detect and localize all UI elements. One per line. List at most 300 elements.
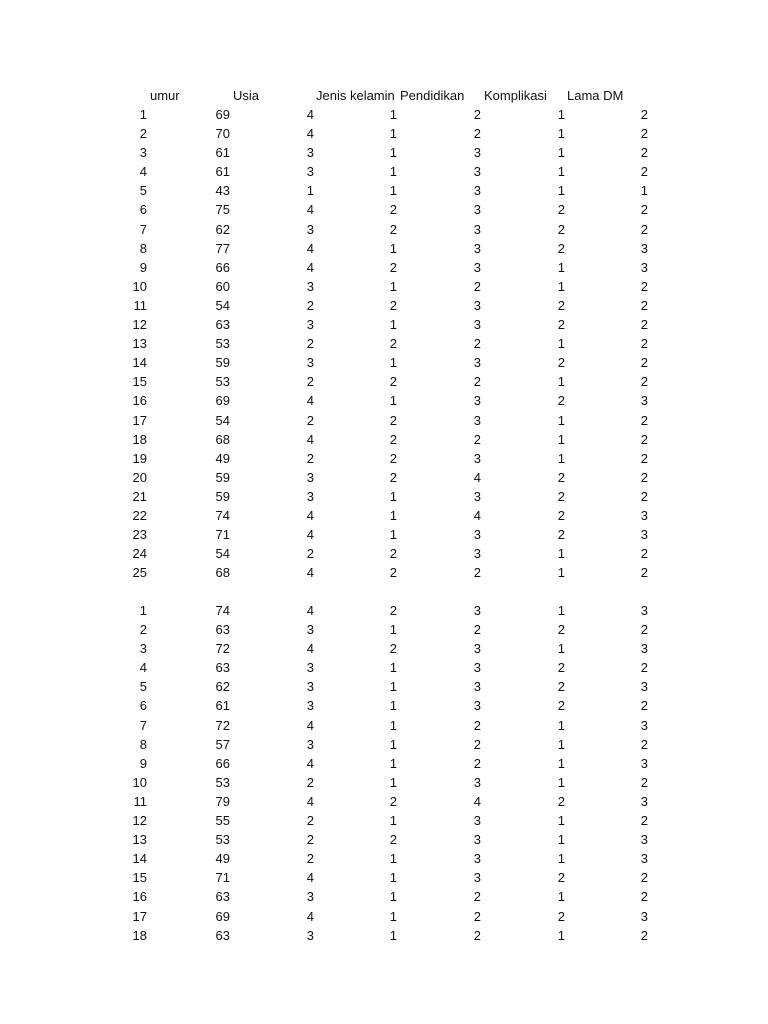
extra-value: 2 [640,412,648,428]
komplikasi-value: 2 [473,755,481,771]
jenis-kelamin-value: 4 [306,793,314,809]
usia-value: 66 [215,259,230,275]
lama-dm-value: 1 [557,450,565,466]
usia-value: 54 [215,297,230,313]
table-row [0,162,768,181]
table-row [0,220,768,239]
row-number: 23 [132,527,147,543]
lama-dm-value: 1 [557,107,565,122]
table-row [0,430,768,449]
lama-dm-value: 1 [557,374,565,390]
pendidikan-value: 1 [389,145,397,161]
table-row [0,563,768,582]
jenis-kelamin-value: 4 [306,870,314,886]
header-jenis-kelamin: Jenis kelamin [316,88,395,103]
row-number: 5 [139,183,147,199]
pendidikan-value: 1 [389,736,397,752]
lama-dm-value: 2 [557,355,565,371]
table-row [0,696,768,715]
table-row [0,735,768,754]
extra-value: 2 [640,488,648,504]
pendidikan-value: 1 [389,774,397,790]
extra-value: 2 [640,927,648,943]
komplikasi-value: 3 [473,679,481,695]
jenis-kelamin-value: 3 [306,221,314,237]
jenis-kelamin-value: 3 [306,660,314,676]
jenis-kelamin-value: 2 [306,374,314,390]
row-number: 17 [132,908,147,924]
table-row [0,639,768,658]
lama-dm-value: 1 [557,145,565,161]
komplikasi-value: 2 [473,336,481,352]
komplikasi-value: 4 [473,469,481,485]
pendidikan-value: 1 [389,755,397,771]
extra-value: 2 [640,546,648,562]
extra-value: 3 [640,851,648,867]
table-row [0,258,768,277]
jenis-kelamin-value: 3 [306,889,314,905]
usia-value: 71 [215,527,230,543]
row-number: 11 [133,793,147,809]
jenis-kelamin-value: 3 [306,927,314,943]
lama-dm-value: 2 [557,393,565,409]
pendidikan-value: 2 [389,221,397,237]
komplikasi-value: 4 [473,507,481,523]
jenis-kelamin-value: 2 [306,546,314,562]
extra-value: 2 [640,565,648,581]
usia-value: 63 [215,317,230,333]
lama-dm-value: 1 [557,336,565,352]
usia-value: 61 [215,698,230,714]
lama-dm-value: 1 [557,755,565,771]
pendidikan-value: 2 [389,603,397,618]
usia-value: 53 [215,774,230,790]
usia-value: 61 [215,145,230,161]
row-number: 21 [132,488,147,504]
table-row [0,620,768,639]
header-umur: umur [150,88,180,103]
pendidikan-value: 2 [389,793,397,809]
table-row [0,830,768,849]
komplikasi-value: 3 [473,393,481,409]
komplikasi-value: 3 [473,145,481,161]
jenis-kelamin-value: 4 [306,202,314,218]
row-number: 12 [132,317,147,333]
pendidikan-value: 2 [389,297,397,313]
pendidikan-value: 1 [389,317,397,333]
usia-value: 54 [215,546,230,562]
extra-value: 2 [640,355,648,371]
pendidikan-value: 1 [389,698,397,714]
usia-value: 75 [215,202,230,218]
lama-dm-value: 1 [557,164,565,180]
pendidikan-value: 1 [389,355,397,371]
table-row [0,468,768,487]
lama-dm-value: 1 [557,183,565,199]
usia-value: 59 [215,355,230,371]
komplikasi-value: 3 [473,202,481,218]
komplikasi-value: 3 [473,317,481,333]
jenis-kelamin-value: 4 [306,393,314,409]
jenis-kelamin-value: 3 [306,355,314,371]
jenis-kelamin-value: 4 [306,908,314,924]
pendidikan-value: 1 [389,164,397,180]
komplikasi-value: 3 [473,164,481,180]
table-row [0,296,768,315]
extra-value: 2 [640,889,648,905]
pendidikan-value: 2 [389,412,397,428]
row-number: 2 [139,622,147,638]
usia-value: 74 [215,507,230,523]
lama-dm-value: 1 [557,126,565,142]
jenis-kelamin-value: 2 [306,336,314,352]
lama-dm-value: 1 [557,412,565,428]
lama-dm-value: 1 [557,813,565,829]
extra-value: 2 [640,870,648,886]
pendidikan-value: 1 [389,183,397,199]
row-number: 11 [133,297,147,313]
lama-dm-value: 1 [557,717,565,733]
usia-value: 70 [215,126,230,142]
komplikasi-value: 3 [473,813,481,829]
row-number: 4 [139,660,147,676]
extra-value: 2 [640,164,648,180]
jenis-kelamin-value: 4 [306,565,314,581]
pendidikan-value: 2 [389,450,397,466]
pendidikan-value: 1 [389,870,397,886]
jenis-kelamin-value: 4 [306,507,314,523]
usia-value: 49 [215,450,230,466]
row-number: 24 [132,546,147,562]
usia-value: 69 [215,107,230,122]
usia-value: 62 [215,679,230,695]
komplikasi-value: 2 [473,565,481,581]
extra-value: 2 [640,317,648,333]
komplikasi-value: 3 [473,221,481,237]
pendidikan-value: 2 [389,431,397,447]
jenis-kelamin-value: 3 [306,736,314,752]
jenis-kelamin-value: 2 [306,851,314,867]
row-number: 25 [132,565,147,581]
lama-dm-value: 2 [557,870,565,886]
table-row [0,849,768,868]
pendidikan-value: 2 [389,641,397,657]
extra-value: 3 [640,641,648,657]
pendidikan-value: 1 [389,851,397,867]
jenis-kelamin-value: 4 [306,240,314,256]
komplikasi-value: 2 [473,374,481,390]
usia-value: 71 [215,870,230,886]
usia-value: 63 [215,660,230,676]
komplikasi-value: 2 [473,278,481,294]
extra-value: 2 [640,221,648,237]
usia-value: 63 [215,889,230,905]
usia-value: 55 [215,813,230,829]
row-number: 13 [132,336,147,352]
row-number: 2 [139,126,147,142]
table-row [0,353,768,372]
table-row [0,773,768,792]
table-row [0,449,768,468]
usia-value: 74 [215,603,230,618]
komplikasi-value: 3 [473,870,481,886]
row-number: 6 [139,698,147,714]
pendidikan-value: 1 [389,488,397,504]
pendidikan-value: 1 [389,889,397,905]
extra-value: 2 [640,336,648,352]
lama-dm-value: 2 [557,622,565,638]
extra-value: 3 [640,717,648,733]
usia-value: 53 [215,336,230,352]
extra-value: 2 [640,813,648,829]
komplikasi-value: 3 [473,527,481,543]
table-row [0,105,768,124]
jenis-kelamin-value: 2 [306,450,314,466]
jenis-kelamin-value: 2 [306,813,314,829]
extra-value: 1 [640,183,648,199]
extra-value: 3 [640,832,648,848]
table-row [0,887,768,906]
table-row [0,811,768,830]
pendidikan-value: 1 [389,813,397,829]
komplikasi-value: 3 [473,851,481,867]
pendidikan-value: 2 [389,336,397,352]
lama-dm-value: 2 [557,221,565,237]
jenis-kelamin-value: 3 [306,317,314,333]
lama-dm-value: 1 [557,774,565,790]
komplikasi-value: 2 [473,927,481,943]
extra-value: 2 [640,469,648,485]
usia-value: 54 [215,412,230,428]
komplikasi-value: 3 [473,660,481,676]
komplikasi-value: 3 [473,297,481,313]
lama-dm-value: 1 [557,889,565,905]
jenis-kelamin-value: 3 [306,469,314,485]
row-number: 16 [132,393,147,409]
komplikasi-value: 2 [473,736,481,752]
extra-value: 2 [640,107,648,122]
extra-value: 3 [640,908,648,924]
extra-value: 3 [640,259,648,275]
pendidikan-value: 2 [389,546,397,562]
komplikasi-value: 3 [473,641,481,657]
jenis-kelamin-value: 4 [306,717,314,733]
pendidikan-value: 1 [389,278,397,294]
row-number: 10 [132,774,147,790]
extra-value: 2 [640,145,648,161]
komplikasi-value: 3 [473,450,481,466]
jenis-kelamin-value: 4 [306,603,314,618]
extra-value: 2 [640,698,648,714]
usia-value: 69 [215,393,230,409]
jenis-kelamin-value: 3 [306,622,314,638]
usia-value: 77 [215,240,230,256]
usia-value: 53 [215,374,230,390]
row-number: 14 [132,851,147,867]
jenis-kelamin-value: 3 [306,164,314,180]
row-number: 7 [139,717,147,733]
jenis-kelamin-value: 2 [306,297,314,313]
pendidikan-value: 1 [389,126,397,142]
table-row [0,200,768,219]
pendidikan-value: 1 [389,393,397,409]
komplikasi-value: 4 [473,793,481,809]
komplikasi-value: 2 [473,908,481,924]
pendidikan-value: 1 [389,107,397,122]
table-row [0,181,768,200]
jenis-kelamin-value: 2 [306,774,314,790]
jenis-kelamin-value: 3 [306,698,314,714]
header-komplikasi: Komplikasi [484,88,547,103]
komplikasi-value: 2 [473,431,481,447]
table-row [0,754,768,773]
table-row [0,334,768,353]
table-row [0,239,768,258]
lama-dm-value: 2 [557,488,565,504]
extra-value: 2 [640,431,648,447]
extra-value: 3 [640,240,648,256]
row-number: 22 [132,507,147,523]
lama-dm-value: 1 [557,736,565,752]
table-row [0,544,768,563]
table-row [0,926,768,945]
usia-value: 53 [215,832,230,848]
komplikasi-value: 2 [473,622,481,638]
pendidikan-value: 2 [389,469,397,485]
table-row [0,315,768,334]
extra-value: 2 [640,374,648,390]
extra-value: 3 [640,793,648,809]
extra-value: 3 [640,393,648,409]
row-number: 20 [132,469,147,485]
usia-value: 62 [215,221,230,237]
lama-dm-value: 2 [557,297,565,313]
pendidikan-value: 2 [389,259,397,275]
komplikasi-value: 2 [473,107,481,122]
table-row [0,487,768,506]
usia-value: 72 [215,641,230,657]
usia-value: 63 [215,622,230,638]
usia-value: 63 [215,927,230,943]
pendidikan-value: 1 [389,717,397,733]
usia-value: 57 [215,736,230,752]
extra-value: 2 [640,660,648,676]
lama-dm-value: 2 [557,469,565,485]
jenis-kelamin-value: 4 [306,126,314,142]
lama-dm-value: 2 [557,660,565,676]
lama-dm-value: 1 [557,431,565,447]
jenis-kelamin-value: 3 [306,278,314,294]
lama-dm-value: 1 [557,603,565,618]
jenis-kelamin-value: 4 [306,641,314,657]
row-number: 3 [139,641,147,657]
row-number: 7 [139,221,147,237]
lama-dm-value: 1 [557,851,565,867]
extra-value: 2 [640,736,648,752]
row-number: 8 [139,736,147,752]
lama-dm-value: 2 [557,793,565,809]
pendidikan-value: 1 [389,660,397,676]
extra-value: 2 [640,278,648,294]
usia-value: 68 [215,431,230,447]
row-number: 15 [132,374,147,390]
extra-value: 3 [640,527,648,543]
pendidikan-value: 1 [389,927,397,943]
extra-value: 2 [640,297,648,313]
lama-dm-value: 1 [557,832,565,848]
usia-value: 49 [215,851,230,867]
jenis-kelamin-value: 1 [306,183,314,199]
pendidikan-value: 1 [389,622,397,638]
row-number: 17 [132,412,147,428]
table-row [0,506,768,525]
usia-value: 59 [215,469,230,485]
extra-value: 3 [640,603,648,618]
table-row [0,716,768,735]
table-row [0,525,768,544]
pendidikan-value: 2 [389,202,397,218]
extra-value: 3 [640,755,648,771]
row-number: 12 [132,813,147,829]
table-row [0,601,768,620]
komplikasi-value: 3 [473,603,481,618]
table-row [0,411,768,430]
jenis-kelamin-value: 3 [306,145,314,161]
row-number: 6 [139,202,147,218]
lama-dm-value: 1 [557,259,565,275]
komplikasi-value: 3 [473,774,481,790]
lama-dm-value: 2 [557,317,565,333]
row-number: 4 [139,164,147,180]
komplikasi-value: 3 [473,832,481,848]
table-row [0,143,768,162]
row-number: 16 [132,889,147,905]
pendidikan-value: 2 [389,832,397,848]
pendidikan-value: 2 [389,565,397,581]
jenis-kelamin-value: 4 [306,107,314,122]
usia-value: 43 [215,183,230,199]
usia-value: 68 [215,565,230,581]
table-row [0,868,768,887]
table-header [0,86,768,105]
lama-dm-value: 2 [557,507,565,523]
jenis-kelamin-value: 3 [306,488,314,504]
extra-value: 2 [640,774,648,790]
lama-dm-value: 1 [557,546,565,562]
komplikasi-value: 3 [473,183,481,199]
jenis-kelamin-value: 3 [306,679,314,695]
usia-value: 69 [215,908,230,924]
data-block-1 [0,105,768,582]
row-number: 18 [132,431,147,447]
row-number: 15 [132,870,147,886]
komplikasi-value: 3 [473,240,481,256]
row-number: 10 [132,278,147,294]
usia-value: 61 [215,164,230,180]
jenis-kelamin-value: 2 [306,832,314,848]
jenis-kelamin-value: 4 [306,755,314,771]
usia-value: 66 [215,755,230,771]
table-row [0,124,768,143]
table-row [0,658,768,677]
komplikasi-value: 3 [473,488,481,504]
row-number: 18 [132,927,147,943]
row-number: 19 [132,450,147,466]
row-number: 1 [139,603,147,618]
row-number: 5 [139,679,147,695]
usia-value: 60 [215,278,230,294]
table-row [0,372,768,391]
